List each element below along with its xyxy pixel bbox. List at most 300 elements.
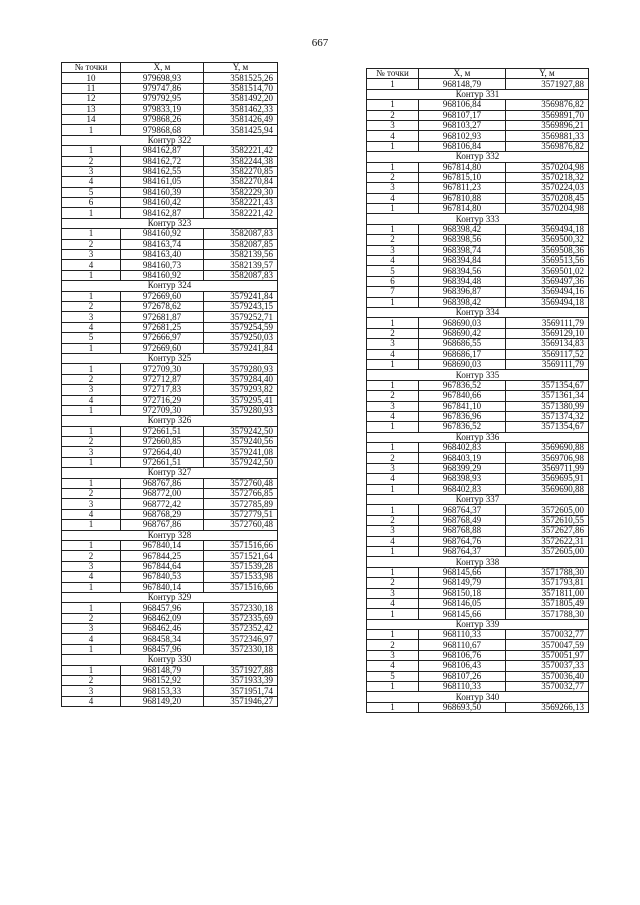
x-coordinate: 972712,87: [121, 374, 204, 384]
table-row: [367, 162, 589, 172]
table-row: [367, 609, 589, 619]
point-number: 6: [367, 276, 419, 286]
x-coordinate: 979868,26: [121, 114, 204, 124]
point-number: 2: [367, 640, 419, 650]
y-coordinate: 3571374,32: [506, 411, 589, 421]
point-number: 1: [62, 603, 121, 613]
table-row: [367, 204, 589, 214]
point-number: 3: [367, 526, 419, 536]
x-coordinate: 968148,79: [121, 665, 204, 675]
table-row: [62, 613, 278, 623]
table-row: [62, 520, 278, 530]
table-row: [367, 349, 589, 359]
y-coordinate: 3582221,42: [204, 146, 278, 156]
y-coordinate: 3582270,85: [204, 166, 278, 176]
y-coordinate: 3581492,20: [204, 94, 278, 104]
y-coordinate: 3579241,08: [204, 447, 278, 457]
x-coordinate: 968767,86: [121, 478, 204, 488]
point-number: 1: [367, 79, 419, 89]
y-coordinate: 3570037,33: [506, 661, 589, 671]
y-coordinate: 3582087,83: [204, 270, 278, 280]
point-number: 2: [367, 578, 419, 588]
y-coordinate: 3579250,03: [204, 333, 278, 343]
x-coordinate: 984162,87: [121, 208, 204, 218]
y-coordinate: 3571927,88: [506, 79, 589, 89]
x-coordinate: 984162,87: [121, 146, 204, 156]
table-row: [62, 270, 278, 280]
table-row: [367, 287, 589, 297]
x-coordinate: 967836,52: [419, 422, 506, 432]
x-coordinate: 968106,84: [419, 141, 506, 151]
x-coordinate: 968458,34: [121, 634, 204, 644]
table-row: [367, 359, 589, 369]
table-row: [62, 291, 278, 301]
x-coordinate: 968394,84: [419, 256, 506, 266]
contour-label: Контур 340: [367, 692, 589, 702]
point-number: 4: [367, 536, 419, 546]
point-number: 2: [367, 515, 419, 525]
table-row: [367, 422, 589, 432]
contour-header-row: [367, 307, 589, 317]
contour-header-row: [367, 557, 589, 567]
table-row: [367, 536, 589, 546]
point-number: 2: [367, 453, 419, 463]
x-coordinate: 968686,55: [419, 339, 506, 349]
y-coordinate: 3579252,71: [204, 312, 278, 322]
point-number: 1: [62, 343, 121, 353]
y-coordinate: 3579242,50: [204, 457, 278, 467]
x-coordinate: 967811,23: [419, 183, 506, 193]
page-number: 667: [311, 37, 329, 49]
point-number: 2: [62, 301, 121, 311]
point-number: 4: [367, 661, 419, 671]
table-row: [367, 110, 589, 120]
x-coordinate: 968110,33: [419, 682, 506, 692]
y-coordinate: 3572610,55: [506, 515, 589, 525]
point-number: 4: [367, 411, 419, 421]
y-coordinate: 3570032,77: [506, 682, 589, 692]
table-row: [367, 120, 589, 130]
contour-header-row: [62, 218, 278, 228]
contour-label: Контур 323: [62, 218, 278, 228]
point-number: 3: [62, 624, 121, 634]
x-coordinate: 968146,05: [419, 598, 506, 608]
x-coordinate: 967814,80: [419, 162, 506, 172]
x-coordinate: 984160,39: [121, 187, 204, 197]
y-coordinate: 3569876,82: [506, 141, 589, 151]
table-row: [62, 343, 278, 353]
x-coordinate: 967836,96: [419, 411, 506, 421]
table-row: [367, 266, 589, 276]
point-number: 1: [367, 630, 419, 640]
point-number: 6: [62, 198, 121, 208]
y-coordinate: 3571354,67: [506, 380, 589, 390]
x-coordinate: 968110,33: [419, 630, 506, 640]
table-row: [62, 177, 278, 187]
table-row: [62, 603, 278, 613]
point-number: 2: [62, 239, 121, 249]
point-number: 2: [367, 110, 419, 120]
table-row: [62, 156, 278, 166]
table-row: [62, 301, 278, 311]
header-y: Y, м: [204, 63, 278, 73]
y-coordinate: 3579293,82: [204, 385, 278, 395]
y-coordinate: 3569896,21: [506, 120, 589, 130]
contour-label: Контур 332: [367, 152, 589, 162]
contour-header-row: [367, 432, 589, 442]
point-number: 7: [367, 287, 419, 297]
point-number: 1: [367, 682, 419, 692]
point-number: 1: [62, 364, 121, 374]
x-coordinate: 972709,30: [121, 405, 204, 415]
x-coordinate: 968145,66: [419, 609, 506, 619]
y-coordinate: 3569501,02: [506, 266, 589, 276]
x-coordinate: 968690,42: [419, 328, 506, 338]
point-number: 1: [62, 520, 121, 530]
table-row: [367, 640, 589, 650]
y-coordinate: 3581514,70: [204, 83, 278, 93]
contour-label: Контур 326: [62, 416, 278, 426]
x-coordinate: 968153,33: [121, 686, 204, 696]
y-coordinate: 3570224,03: [506, 183, 589, 193]
point-number: 4: [367, 474, 419, 484]
table-row: [367, 661, 589, 671]
table-row: [367, 276, 589, 286]
x-coordinate: 984160,42: [121, 198, 204, 208]
contour-label: Контур 327: [62, 468, 278, 478]
x-coordinate: 967840,14: [121, 582, 204, 592]
y-coordinate: 3572779,51: [204, 509, 278, 519]
y-coordinate: 3569881,33: [506, 131, 589, 141]
table-row: [62, 166, 278, 176]
point-number: 10: [62, 73, 121, 83]
y-coordinate: 3569494,18: [506, 224, 589, 234]
point-number: 1: [62, 229, 121, 239]
x-coordinate: 972666,97: [121, 333, 204, 343]
y-coordinate: 3572330,18: [204, 603, 278, 613]
table-row: [367, 515, 589, 525]
y-coordinate: 3571521,64: [204, 551, 278, 561]
y-coordinate: 3569513,56: [506, 256, 589, 266]
y-coordinate: 3582139,56: [204, 250, 278, 260]
contour-label: Контур 325: [62, 353, 278, 363]
point-number: 1: [62, 405, 121, 415]
table-row: [62, 104, 278, 114]
y-coordinate: 3569706,98: [506, 453, 589, 463]
x-coordinate: 968690,03: [419, 318, 506, 328]
contour-header-row: [62, 530, 278, 540]
x-coordinate: 968398,74: [419, 245, 506, 255]
x-coordinate: 968110,67: [419, 640, 506, 650]
table-row: [367, 682, 589, 692]
y-coordinate: 3571516,66: [204, 540, 278, 550]
contour-label: Контур 328: [62, 530, 278, 540]
x-coordinate: 968693,50: [419, 702, 506, 712]
x-coordinate: 984163,74: [121, 239, 204, 249]
table-row: [367, 578, 589, 588]
y-coordinate: 3582139,57: [204, 260, 278, 270]
x-coordinate: 967844,64: [121, 561, 204, 571]
y-coordinate: 3569508,36: [506, 245, 589, 255]
y-coordinate: 3572760,48: [204, 478, 278, 488]
table-row: [367, 318, 589, 328]
point-number: 2: [62, 676, 121, 686]
table-row: [62, 489, 278, 499]
contour-header-row: [62, 592, 278, 602]
table-row: [367, 235, 589, 245]
table-row: [367, 411, 589, 421]
y-coordinate: 3571788,30: [506, 567, 589, 577]
table-row: [62, 478, 278, 488]
y-coordinate: 3569711,99: [506, 463, 589, 473]
table-row: [367, 505, 589, 515]
y-coordinate: 3579295,41: [204, 395, 278, 405]
table-row: [367, 380, 589, 390]
table-body: [62, 73, 278, 707]
x-coordinate: 968107,26: [419, 671, 506, 681]
table-row: [367, 453, 589, 463]
table-row: [367, 224, 589, 234]
x-coordinate: 968398,56: [419, 235, 506, 245]
y-coordinate: 3571951,74: [204, 686, 278, 696]
point-number: 1: [367, 141, 419, 151]
table-row: [367, 474, 589, 484]
x-coordinate: 968402,83: [419, 484, 506, 494]
y-coordinate: 3571354,67: [506, 422, 589, 432]
x-coordinate: 967815,10: [419, 172, 506, 182]
point-number: 4: [367, 349, 419, 359]
contour-header-row: [367, 89, 589, 99]
table-row: [62, 83, 278, 93]
point-number: 4: [62, 395, 121, 405]
point-number: 3: [367, 183, 419, 193]
contour-header-row: [62, 135, 278, 145]
point-number: 1: [62, 125, 121, 135]
x-coordinate: 972661,51: [121, 457, 204, 467]
table-row: [367, 183, 589, 193]
x-coordinate: 972669,60: [121, 343, 204, 353]
point-number: 2: [62, 437, 121, 447]
y-coordinate: 3570032,77: [506, 630, 589, 640]
point-number: 1: [367, 162, 419, 172]
x-coordinate: 984162,72: [121, 156, 204, 166]
y-coordinate: 3582087,83: [204, 229, 278, 239]
y-coordinate: 3572622,31: [506, 536, 589, 546]
point-number: 1: [367, 422, 419, 432]
y-coordinate: 3570204,98: [506, 204, 589, 214]
point-number: 1: [367, 505, 419, 515]
y-coordinate: 3582087,85: [204, 239, 278, 249]
contour-header-row: [62, 353, 278, 363]
table-row: [62, 561, 278, 571]
point-number: 3: [62, 385, 121, 395]
table-row: [62, 644, 278, 654]
x-coordinate: 984162,55: [121, 166, 204, 176]
point-number: 3: [367, 463, 419, 473]
y-coordinate: 3569690,88: [506, 443, 589, 453]
x-coordinate: 984160,73: [121, 260, 204, 270]
point-number: 1: [367, 546, 419, 556]
table-row: [62, 686, 278, 696]
table-row: [367, 598, 589, 608]
x-coordinate: 968102,93: [419, 131, 506, 141]
contour-header-row: [62, 416, 278, 426]
y-coordinate: 3579280,93: [204, 364, 278, 374]
point-number: 2: [367, 391, 419, 401]
point-number: 3: [62, 561, 121, 571]
table-row: [367, 463, 589, 473]
point-number: 1: [367, 297, 419, 307]
table-row: [62, 540, 278, 550]
y-coordinate: 3571380,99: [506, 401, 589, 411]
point-number: 1: [367, 609, 419, 619]
point-number: 3: [367, 339, 419, 349]
table-body: [367, 79, 589, 713]
y-coordinate: 3571361,34: [506, 391, 589, 401]
point-number: 2: [367, 172, 419, 182]
x-coordinate: 967844,25: [121, 551, 204, 561]
point-number: 4: [62, 509, 121, 519]
x-coordinate: 972664,40: [121, 447, 204, 457]
contour-label: Контур 324: [62, 281, 278, 291]
y-coordinate: 3571811,00: [506, 588, 589, 598]
x-coordinate: 967840,14: [121, 540, 204, 550]
x-coordinate: 968462,46: [121, 624, 204, 634]
y-coordinate: 3571933,39: [204, 676, 278, 686]
y-coordinate: 3569891,70: [506, 110, 589, 120]
y-coordinate: 3581462,33: [204, 104, 278, 114]
table-row: [367, 328, 589, 338]
x-coordinate: 967810,88: [419, 193, 506, 203]
x-coordinate: 968457,96: [121, 603, 204, 613]
contour-header-row: [62, 655, 278, 665]
x-coordinate: 979833,19: [121, 104, 204, 114]
x-coordinate: 967840,53: [121, 572, 204, 582]
point-number: 14: [62, 114, 121, 124]
point-number: 4: [367, 256, 419, 266]
table-row: [62, 94, 278, 104]
table-row: [62, 582, 278, 592]
y-coordinate: 3572605,00: [506, 546, 589, 556]
point-number: 11: [62, 83, 121, 93]
table-row: [62, 437, 278, 447]
x-coordinate: 984161,05: [121, 177, 204, 187]
table-row: [367, 141, 589, 151]
point-number: 3: [62, 686, 121, 696]
x-coordinate: 968145,66: [419, 567, 506, 577]
x-coordinate: 968768,29: [121, 509, 204, 519]
x-coordinate: 968396,87: [419, 287, 506, 297]
y-coordinate: 3579241,84: [204, 343, 278, 353]
x-coordinate: 972709,30: [121, 364, 204, 374]
table-row: [367, 443, 589, 453]
y-coordinate: 3581425,94: [204, 125, 278, 135]
x-coordinate: 968398,42: [419, 224, 506, 234]
x-coordinate: 968152,92: [121, 676, 204, 686]
y-coordinate: 3582229,30: [204, 187, 278, 197]
point-number: 1: [62, 665, 121, 675]
point-number: 1: [62, 540, 121, 550]
y-coordinate: 3569494,18: [506, 297, 589, 307]
x-coordinate: 972681,25: [121, 322, 204, 332]
x-coordinate: 968149,20: [121, 696, 204, 706]
x-coordinate: 968457,96: [121, 644, 204, 654]
x-coordinate: 968764,76: [419, 536, 506, 546]
y-coordinate: 3571516,66: [204, 582, 278, 592]
point-number: 3: [367, 245, 419, 255]
table-row: [367, 79, 589, 89]
x-coordinate: 972716,29: [121, 395, 204, 405]
contour-label: Контур 337: [367, 495, 589, 505]
table-row: [367, 131, 589, 141]
y-coordinate: 3569134,83: [506, 339, 589, 349]
contour-label: Контур 322: [62, 135, 278, 145]
point-number: 5: [62, 187, 121, 197]
y-coordinate: 3579240,56: [204, 437, 278, 447]
y-coordinate: 3581525,26: [204, 73, 278, 83]
table-row: [367, 630, 589, 640]
table-row: [367, 702, 589, 712]
point-number: 5: [62, 333, 121, 343]
x-coordinate: 968764,37: [419, 546, 506, 556]
table-row: [62, 572, 278, 582]
contour-label: Контур 338: [367, 557, 589, 567]
contour-header-row: [367, 214, 589, 224]
point-number: 5: [367, 671, 419, 681]
point-number: 1: [367, 100, 419, 110]
point-number: 1: [367, 443, 419, 453]
table-row: [62, 395, 278, 405]
x-coordinate: 968686,17: [419, 349, 506, 359]
table-row: [367, 588, 589, 598]
x-coordinate: 968764,37: [419, 505, 506, 515]
y-coordinate: 3570036,40: [506, 671, 589, 681]
point-number: 3: [62, 499, 121, 509]
x-coordinate: 972678,62: [121, 301, 204, 311]
table-row: [367, 100, 589, 110]
table-row: [367, 567, 589, 577]
y-coordinate: 3572785,89: [204, 499, 278, 509]
contour-header-row: [62, 468, 278, 478]
table-row: [62, 146, 278, 156]
y-coordinate: 3569690,88: [506, 484, 589, 494]
contour-header-row: [367, 495, 589, 505]
point-number: 3: [62, 250, 121, 260]
y-coordinate: 3569497,36: [506, 276, 589, 286]
point-number: 1: [62, 644, 121, 654]
y-coordinate: 3579241,84: [204, 291, 278, 301]
x-coordinate: 979792,95: [121, 94, 204, 104]
point-number: 3: [367, 120, 419, 130]
y-coordinate: 3579280,93: [204, 405, 278, 415]
x-coordinate: 968768,88: [419, 526, 506, 536]
y-coordinate: 3582221,43: [204, 198, 278, 208]
table-row: [62, 624, 278, 634]
table-row: [62, 696, 278, 706]
point-number: 4: [62, 260, 121, 270]
table-row: [367, 256, 589, 266]
table-row: [62, 665, 278, 675]
table-row: [62, 499, 278, 509]
point-number: 12: [62, 94, 121, 104]
point-number: 5: [367, 266, 419, 276]
header-point: № точки: [62, 63, 121, 73]
table-header-row: [367, 69, 589, 79]
header-point: № точки: [367, 69, 419, 79]
x-coordinate: 972660,85: [121, 437, 204, 447]
x-coordinate: 968103,27: [419, 120, 506, 130]
contour-label: Контур 331: [367, 89, 589, 99]
